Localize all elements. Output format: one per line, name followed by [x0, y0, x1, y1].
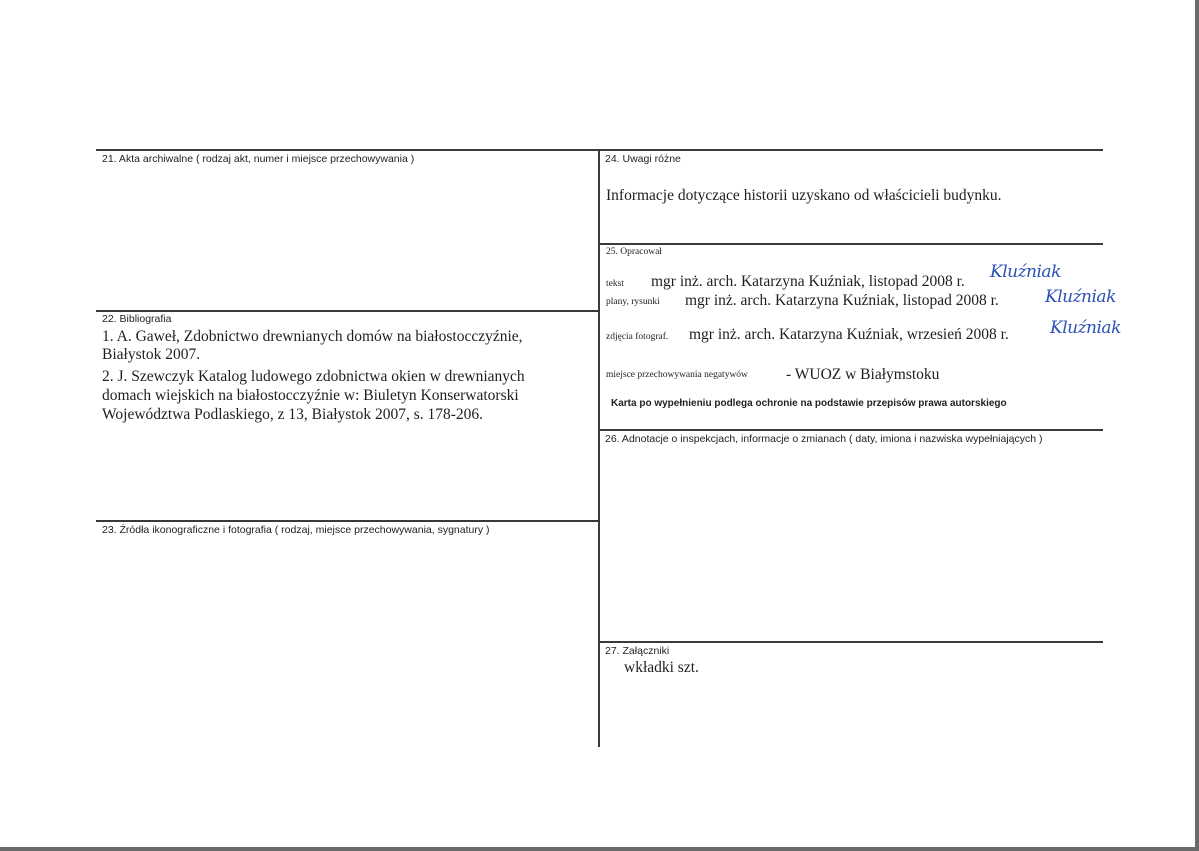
section-22-label: 22. Bibliografia	[102, 313, 172, 325]
section-23-label: 23. Źródła ikonograficzne i fotografia ( rodzaj, miejsce przechowywania, sygnatury )	[102, 524, 490, 536]
section-24-label: 24. Uwagi różne	[605, 153, 681, 165]
page-bottom-edge	[0, 847, 1199, 851]
section-25-label: 25. Opracował	[606, 247, 662, 257]
section-26-label: 26. Adnotacje o inspekcjach, informacje o zmianach ( daty, imiona i nazwiska wypełniających )	[605, 433, 1043, 445]
rule-24-25	[600, 243, 1103, 245]
rule-25-26	[600, 429, 1103, 431]
bibliography-line-1: 1. A. Gaweł, Zdobnictwo drewnianych domów na białostocczyźnie,	[102, 328, 523, 345]
prefix-tekst: tekst	[606, 279, 624, 289]
signature-plany: Kluźniak	[1045, 287, 1116, 307]
rule-21-22	[96, 310, 600, 312]
bibliography-line-3: 2. J. Szewczyk Katalog ludowego zdobnictwa okien w drewnianych	[102, 368, 525, 385]
copyright-note: Karta po wypełnieniu podlega ochronie na podstawie przepisów prawa autorskiego	[611, 398, 1007, 409]
rule-26-27	[600, 641, 1103, 643]
storage-prefix: miejsce przechowywania negatywów	[606, 370, 748, 380]
remarks-text: Informacje dotyczące historii uzyskano od właścicieli budynku.	[606, 187, 1002, 204]
section-27-label: 27. Załączniki	[605, 645, 670, 657]
author-plany: mgr inż. arch. Katarzyna Kuźniak, listopad 2008 r.	[685, 292, 999, 309]
attachments-text: wkładki szt.	[624, 659, 699, 676]
page-right-edge	[1195, 0, 1199, 851]
bibliography-line-2: Białystok 2007.	[102, 346, 201, 363]
prefix-plany: plany, rysunki	[606, 297, 660, 307]
section-21-label: 21. Akta archiwalne ( rodzaj akt, numer i miejsce przechowywania )	[102, 153, 415, 165]
center-divider	[598, 149, 600, 747]
signature-tekst: Kluźniak	[990, 262, 1061, 282]
top-rule-right	[600, 149, 1103, 151]
author-tekst: mgr inż. arch. Katarzyna Kuźniak, listopad 2008 r.	[651, 273, 965, 290]
storage-value: - WUOZ w Białymstoku	[786, 366, 940, 383]
rule-22-23	[96, 520, 600, 522]
author-zdjecia: mgr inż. arch. Katarzyna Kuźniak, wrzesień 2008 r.	[689, 326, 1009, 343]
bibliography-line-4: domach wiejskich na białostocczyźnie w: Biuletyn Konserwatorski	[102, 387, 519, 404]
prefix-zdjecia: zdjęcia fotograf.	[606, 332, 669, 342]
bibliography-line-5: Województwa Podlaskiego, z 13, Białystok 2007, s. 178-206.	[102, 406, 484, 423]
top-rule-left	[96, 149, 600, 151]
signature-zdjecia: Kluźniak	[1050, 318, 1121, 338]
